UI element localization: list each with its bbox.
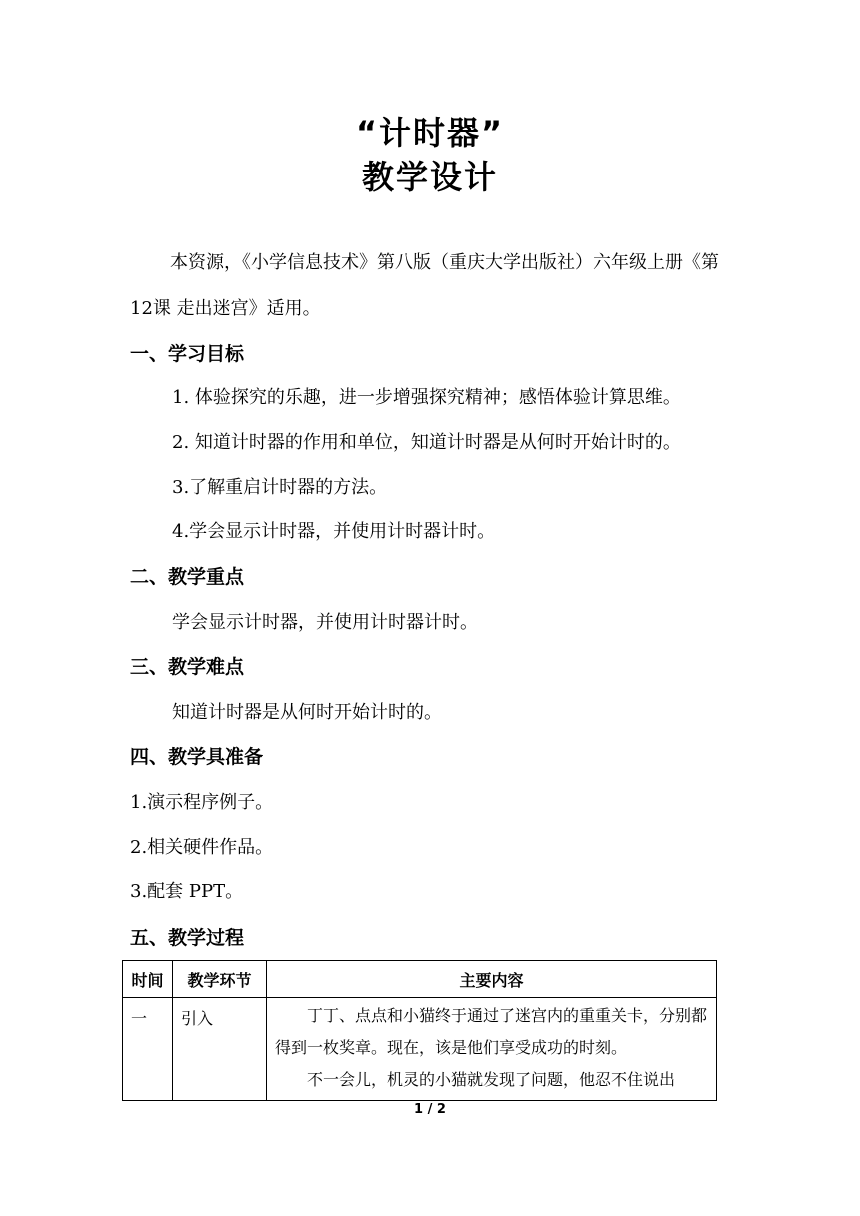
goal-item: 1. 体验探究的乐趣，进一步增强探究精神；感悟体验计算思维。 xyxy=(172,387,681,408)
difficulty-text: 知道计时器是从何时开始计时的。 xyxy=(172,702,442,723)
process-table xyxy=(122,960,717,1101)
goal-item: 3.了解重启计时器的方法。 xyxy=(172,477,388,498)
prep-item: 1.演示程序例子。 xyxy=(130,792,274,813)
table-header-row xyxy=(123,961,717,998)
prep-item: 3.配套 PPT。 xyxy=(130,881,244,902)
page-number: 1 / 2 xyxy=(414,1102,446,1117)
content-paragraph: 丁丁、点点和小猫终于通过了迷宫内的重重关卡，分别都得到一枚奖章。现在，该是他们享受成功的时刻。 xyxy=(275,1006,708,1057)
cell-time: 一 xyxy=(123,998,173,1101)
prep-heading: 四、教学具准备 xyxy=(130,746,264,768)
content-paragraph: 不一会儿，机灵的小猫就发现了问题，他忍不住说出 xyxy=(307,1070,676,1089)
table-row xyxy=(123,998,717,1101)
prep-item: 2.相关硬件作品。 xyxy=(130,837,274,858)
header-content: 主要内容 xyxy=(267,961,717,998)
cell-stage: 引入 xyxy=(173,998,267,1101)
cell-content xyxy=(267,998,717,1101)
difficulty-heading: 三、教学难点 xyxy=(130,656,245,678)
goals-heading: 一、学习目标 xyxy=(130,343,245,365)
key-heading: 二、教学重点 xyxy=(130,566,245,588)
intro-paragraph: 本资源，《小学信息技术》第八版（重庆大学出版社）六年级上册《第12课 走出迷宫》适用。 xyxy=(130,252,719,319)
document-subtitle: 教学设计 xyxy=(361,158,498,196)
goal-item: 4.学会显示计时器，并使用计时器计时。 xyxy=(172,521,496,542)
header-stage: 教学环节 xyxy=(173,961,267,998)
goal-item: 2. 知道计时器的作用和单位，知道计时器是从何时开始计时的。 xyxy=(172,432,681,453)
header-time: 时间 xyxy=(123,961,173,998)
document-title: “计时器” xyxy=(355,114,505,152)
key-text: 学会显示计时器，并使用计时器计时。 xyxy=(172,612,478,633)
process-heading: 五、教学过程 xyxy=(130,927,245,949)
